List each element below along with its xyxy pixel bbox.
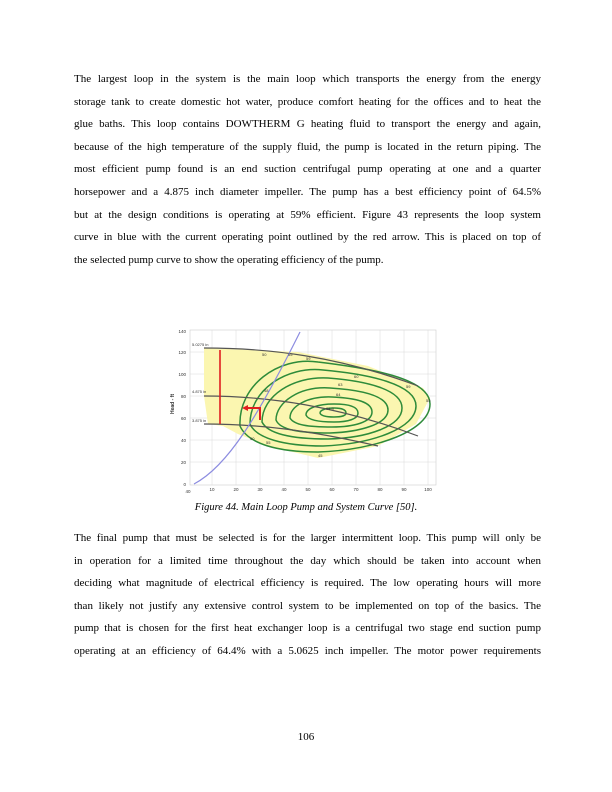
pump-curve-plot	[168, 326, 440, 494]
efficiency-label: 50	[262, 352, 267, 357]
y-tick-label: 100	[178, 372, 186, 377]
y-tick-labels	[178, 329, 186, 487]
x-tick-label: 100	[424, 487, 432, 492]
text-line: in operation for a limited time throughout the day which should be taken into account when	[74, 554, 541, 567]
efficiency-label: 55	[288, 352, 293, 357]
x-tick-label: 20	[233, 487, 239, 492]
y-tick-label: 140	[178, 329, 186, 334]
impeller-label: 4.875 in	[192, 389, 207, 394]
efficiency-label: 48	[264, 388, 269, 393]
y-tick-label: 80	[180, 394, 186, 399]
y-axis-label: Head - ft	[170, 394, 176, 414]
y-tick-label: 40	[180, 438, 186, 443]
body-paragraph-1	[74, 68, 541, 271]
efficiency-label: 45	[318, 453, 323, 458]
text-line: operating at an efficiency of 64.4% with a 5.0625 inch impeller. The motor power requirements	[74, 644, 541, 657]
impeller-label: 3.875 in	[192, 418, 207, 423]
x-tick-label: 40	[281, 487, 287, 492]
text-line: pump that is chosen for the first heat exchanger loop is a centrifugal two stage end suction pump	[74, 622, 541, 635]
efficiency-label: 60	[354, 374, 359, 379]
efficiency-label: 59	[406, 384, 411, 389]
efficiency-label: 59	[306, 356, 311, 361]
y-tick-label: 60	[180, 416, 186, 421]
text-line: storage tank to create domestic hot water, produce comfort heating for the offices and to heat the	[74, 95, 541, 108]
x-tick-label: 40	[185, 489, 191, 494]
x-tick-label: 10	[209, 487, 215, 492]
x-tick-labels	[185, 487, 432, 494]
efficiency-label: 55	[426, 398, 431, 403]
x-tick-label: 70	[353, 487, 359, 492]
efficiency-label: 64.5	[326, 406, 334, 411]
y-tick-label: 0	[183, 482, 186, 487]
text-line: most efficient pump found is an end suction centrifugal pump operating at one and a quarter	[74, 163, 541, 176]
x-tick-label: 80	[377, 487, 383, 492]
text-line: than likely not justify any extensive control system to be implemented on top of the basics. The	[74, 599, 541, 612]
x-tick-label: 30	[257, 487, 263, 492]
pump-curve-figure	[168, 326, 440, 494]
text-line: curve in blue with the current operating point outlined by the red arrow. This is placed on top of	[74, 231, 541, 244]
page-number: 106	[297, 731, 315, 743]
figure-caption: Figure 44. Main Loop Pump and System Curve [50].	[194, 502, 418, 513]
text-line: The largest loop in the system is the main loop which transports the energy from the energy	[74, 73, 541, 85]
text-line: horsepower and a 4.875 inch diameter impeller. The pump has a best efficiency point of 64.5%	[74, 185, 541, 198]
x-tick-label: 50	[305, 487, 311, 492]
x-tick-label: 60	[329, 487, 335, 492]
impeller-label: 5.0275 in	[192, 342, 209, 347]
text-line: but at the design conditions is operating at 59% efficient. Figure 43 represents the loop system	[74, 208, 541, 221]
x-tick-label: 90	[401, 487, 407, 492]
efficiency-label: 50	[250, 436, 255, 441]
text-line: because of the high temperature of the supply fluid, the pump is located in the return piping. The	[74, 140, 541, 153]
text-line: deciding what magnitude of electrical efficiency is required. The low operating hours will more	[74, 577, 541, 590]
efficiency-label: 63	[338, 382, 343, 387]
text-line: The final pump that must be selected is for the larger intermittent loop. This pump will only be	[74, 532, 541, 544]
body-paragraph-2	[74, 527, 541, 663]
efficiency-label: 64	[336, 392, 341, 397]
text-line: the selected pump curve to show the operating efficiency of the pump.	[74, 253, 384, 266]
text-line: glue baths. This loop contains DOWTHERM G heating fluid to transport the energy and again,	[74, 118, 541, 131]
y-tick-label: 120	[178, 350, 186, 355]
y-tick-label: 20	[180, 460, 186, 465]
efficiency-label: 55	[266, 440, 271, 445]
